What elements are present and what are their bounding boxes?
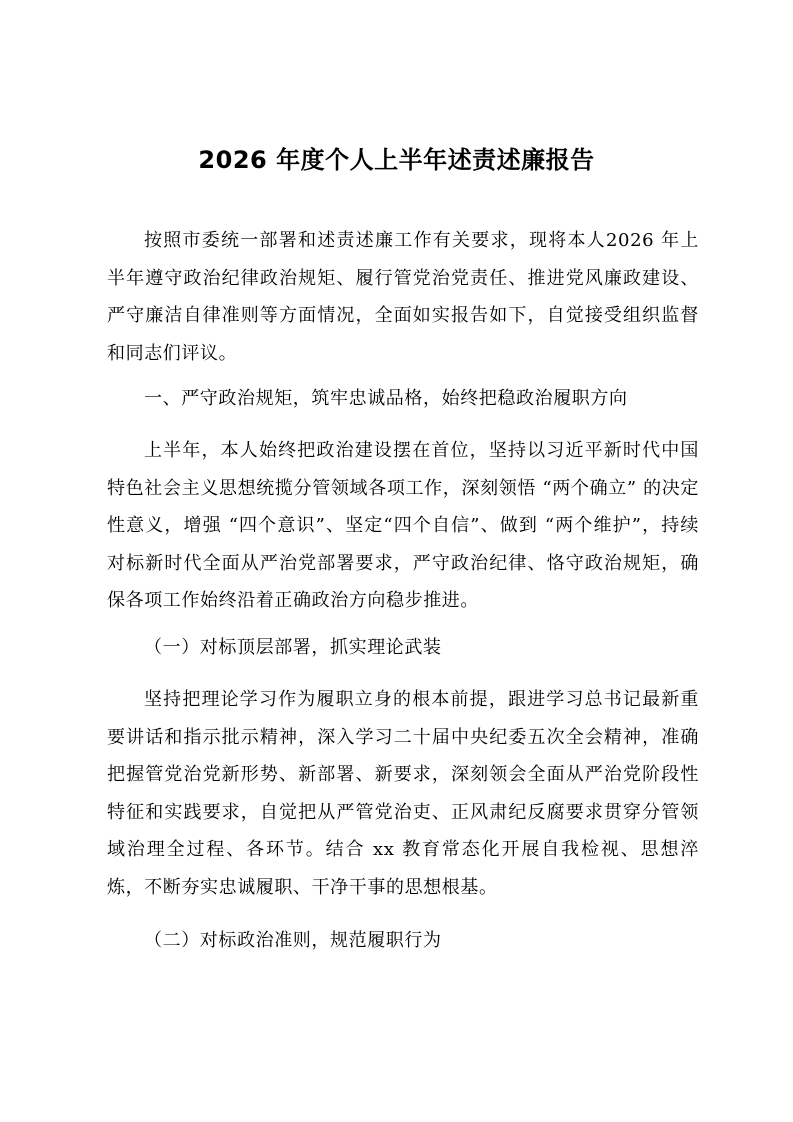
subsection-2-heading: （二）对标政治准则，规范履职行为 — [144, 930, 442, 951]
section-1-paragraph: 上半年，本人始终把政治建设摆在首位，坚持以习近平新时代中国特色社会主义思想统揽分管领域各项工作，深刻领悟 “两个确立” 的决定性意义，增强 “四个意识”、坚定“四个自信”、做到 “两个维护”，持续对标新时代全面从严治党部署要求，严守政治纪律、恪守政治规矩，确保各项工作始终沿着正确政治方向稳步推进。 — [107, 440, 699, 612]
document-title: 2026 年度个人上半年述责述廉报告 — [198, 146, 595, 174]
intro-paragraph: 按照市委统一部署和述责述廉工作有关要求，现将本人2026 年上半年遵守政治纪律政治规矩、履行管党治党责任、推进党风廉政建设、严守廉洁自律准则等方面情况，全面如实报告如下，自觉接受组织监督和同志们评议。 — [107, 230, 699, 364]
section-1-heading: 一、严守政治规矩，筑牢忠诚品格，始终把稳政治履职方向 — [144, 388, 628, 409]
subsection-1-heading: （一）对标顶层部署，抓实理论武装 — [144, 637, 442, 658]
subsection-1-paragraph: 坚持把理论学习作为履职立身的根本前提，跟进学习总书记最新重要讲话和指示批示精神，深入学习二十届中央纪委五次全会精神，准确把握管党治党新形势、新部署、新要求，深刻领会全面从严治党阶段性特征和实践要求，自觉把从严管党治吏、正风肃纪反腐要求贯穿分管领域治理全过程、各环节。结合 xx 教育常态化开展自我检视、思想淬炼，不断夯实忠诚履职、干净干事的思想根基。 — [107, 689, 699, 898]
